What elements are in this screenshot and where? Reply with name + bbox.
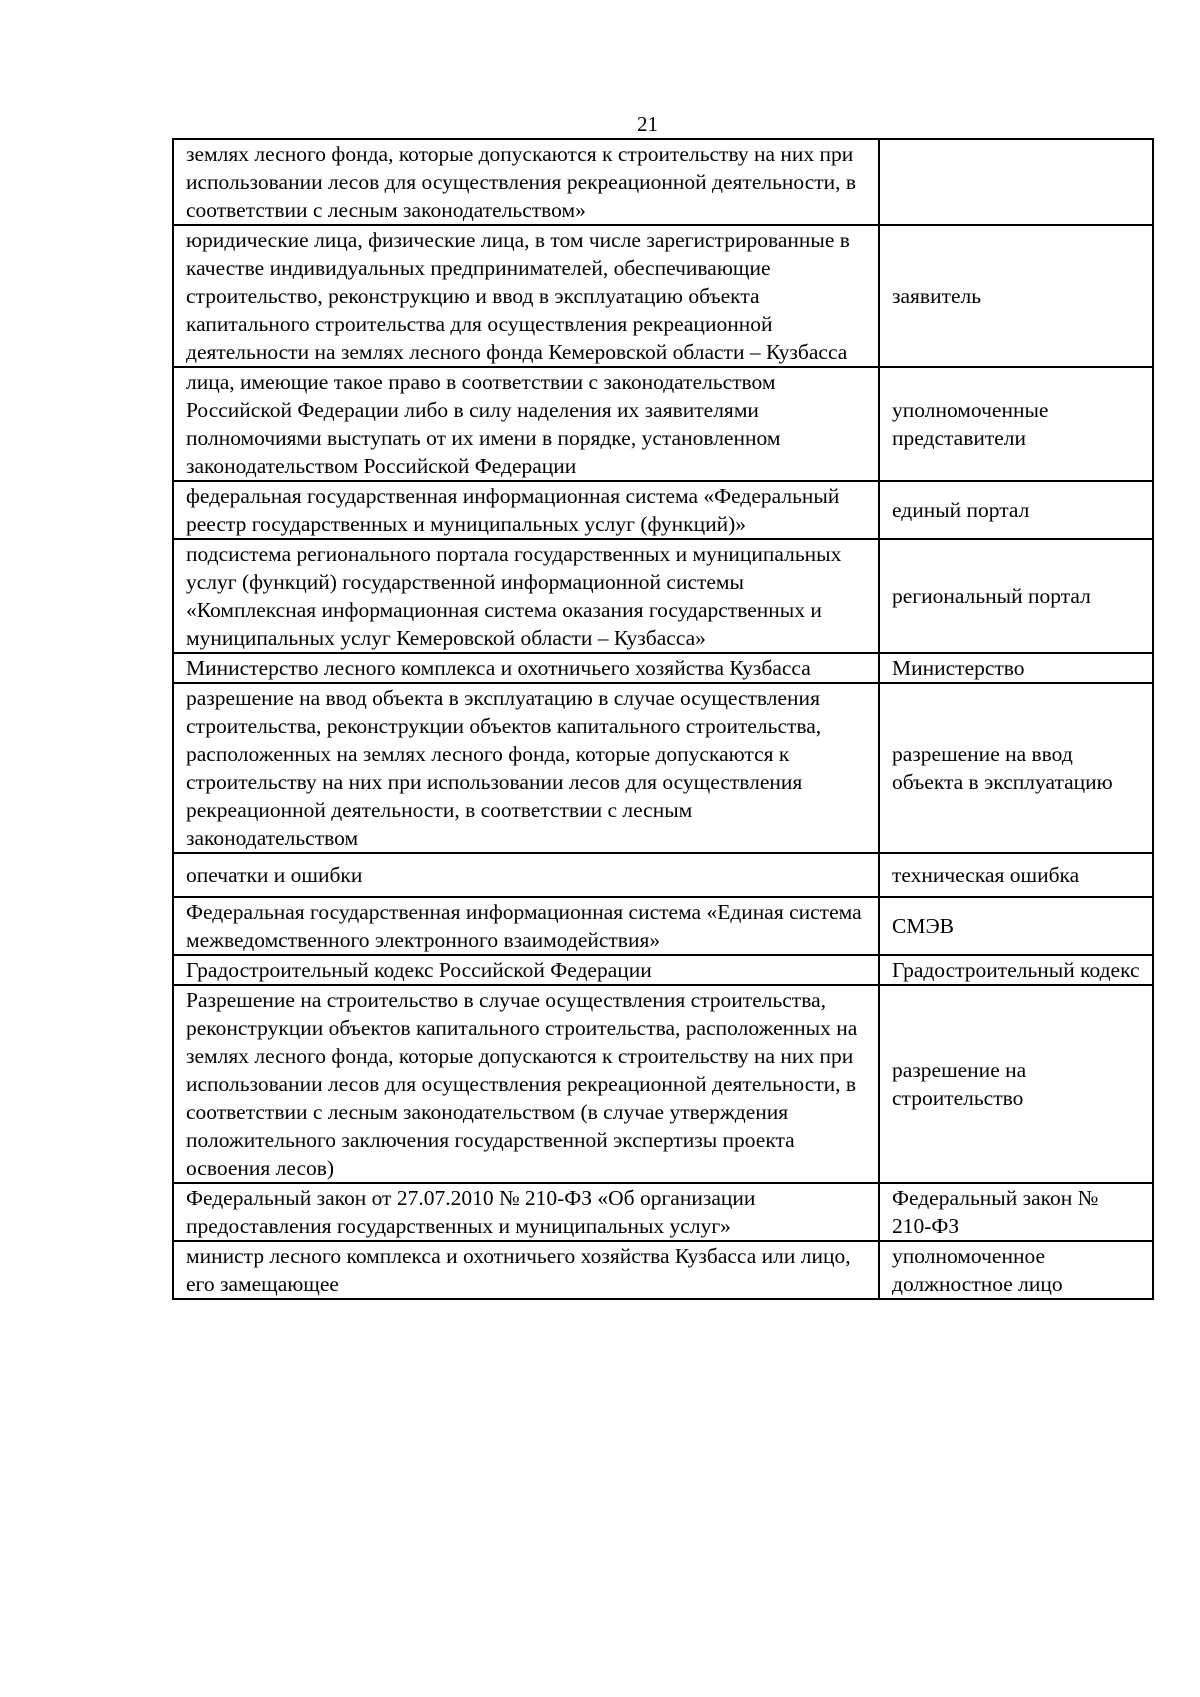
table-row bbox=[173, 683, 1153, 853]
term-cell: заявитель bbox=[879, 225, 1153, 367]
table-row bbox=[173, 653, 1153, 683]
definition-cell: федеральная государственная информационная система «Федеральный реестр государственных и муниципальных услуг (функций)» bbox=[173, 481, 879, 539]
table-row bbox=[173, 481, 1153, 539]
table-row bbox=[173, 539, 1153, 653]
term-cell: уполномоченные представители bbox=[879, 367, 1153, 481]
definition-cell: лица, имеющие такое право в соответствии с законодательством Российской Федерации либо в силу наделения их заявителями полномочиями выступать от их имени в порядке, установленном законодательством Российской Федерации bbox=[173, 367, 879, 481]
definition-cell: министр лесного комплекса и охотничьего хозяйства Кузбасса или лицо, его замещающее bbox=[173, 1241, 879, 1299]
table-row bbox=[173, 1183, 1153, 1241]
table-row bbox=[173, 139, 1153, 225]
table-row bbox=[173, 955, 1153, 985]
term-cell: разрешение на ввод объекта в эксплуатацию bbox=[879, 683, 1153, 853]
definition-cell: опечатки и ошибки bbox=[173, 853, 879, 897]
definition-cell: подсистема регионального портала государственных и муниципальных услуг (функций) государственной информационной системы «Комплексная информационная система оказания государственных и муниципальных услуг Кемеровской области – Кузбасса» bbox=[173, 539, 879, 653]
term-cell: региональный портал bbox=[879, 539, 1153, 653]
definition-cell: Министерство лесного комплекса и охотничьего хозяйства Кузбасса bbox=[173, 653, 879, 683]
terms-table bbox=[172, 138, 1154, 1300]
definition-cell: Градостроительный кодекс Российской Федерации bbox=[173, 955, 879, 985]
table-row bbox=[173, 897, 1153, 955]
table-row bbox=[173, 853, 1153, 897]
definition-cell: юридические лица, физические лица, в том числе зарегистрированные в качестве индивидуальных предпринимателей, обеспечивающие строительство, реконструкцию и ввод в эксплуатацию объекта капитального строительства для осуществления рекреационной деятельности на землях лесного фонда Кемеровской области – Кузбасса bbox=[173, 225, 879, 367]
term-cell: уполномоченное должностное лицо bbox=[879, 1241, 1153, 1299]
page-number: 21 bbox=[637, 112, 658, 136]
term-cell: СМЭВ bbox=[879, 897, 1153, 955]
table-row bbox=[173, 985, 1153, 1183]
table-row bbox=[173, 225, 1153, 367]
term-cell: Федеральный закон № 210-ФЗ bbox=[879, 1183, 1153, 1241]
term-cell: разрешение на строительство bbox=[879, 985, 1153, 1183]
term-cell bbox=[879, 139, 1153, 225]
table-row bbox=[173, 367, 1153, 481]
definition-cell: разрешение на ввод объекта в эксплуатацию в случае осуществления строительства, реконструкции объектов капитального строительства, расположенных на землях лесного фонда, которые допускаются к строительству на них при использовании лесов для осуществления рекреационной деятельности, в соответствии с лесным законодательством bbox=[173, 683, 879, 853]
definition-cell: Федеральный закон от 27.07.2010 № 210-ФЗ «Об организации предоставления государственных и муниципальных услуг» bbox=[173, 1183, 879, 1241]
term-cell: Градостроительный кодекс bbox=[879, 955, 1153, 985]
definition-cell: землях лесного фонда, которые допускаются к строительству на них при использовании лесов для осуществления рекреационной деятельности, в соответствии с лесным законодательством» bbox=[173, 139, 879, 225]
term-cell: техническая ошибка bbox=[879, 853, 1153, 897]
definition-cell: Разрешение на строительство в случае осуществления строительства, реконструкции объектов капитального строительства, расположенных на землях лесного фонда, которые допускаются к строительству на них при использовании лесов для осуществления рекреационной деятельности, в соответствии с лесным законодательством (в случае утверждения положительного заключения государственной экспертизы проекта освоения лесов) bbox=[173, 985, 879, 1183]
term-cell: единый портал bbox=[879, 481, 1153, 539]
table-row bbox=[173, 1241, 1153, 1299]
definition-cell: Федеральная государственная информационная система «Единая система межведомственного электронного взаимодействия» bbox=[173, 897, 879, 955]
term-cell: Министерство bbox=[879, 653, 1153, 683]
